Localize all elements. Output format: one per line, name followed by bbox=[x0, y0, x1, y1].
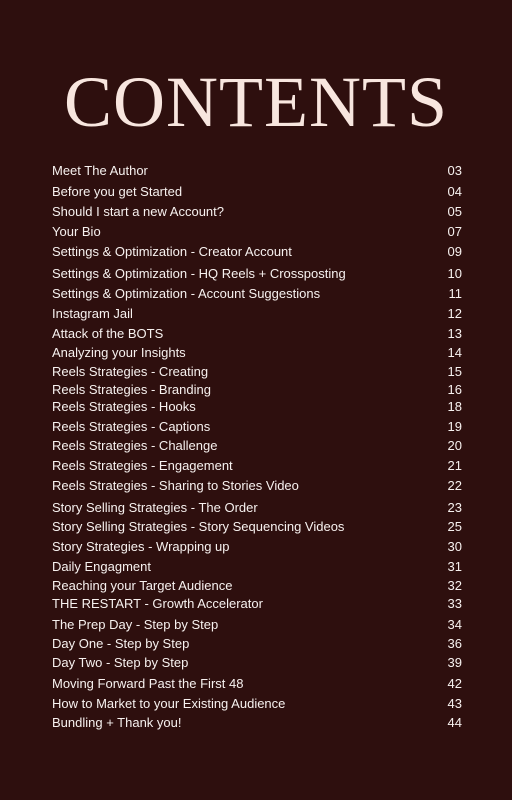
toc-entry-page-number: 16 bbox=[447, 382, 462, 397]
toc-entry-title: Reels Strategies - Hooks bbox=[52, 399, 196, 414]
toc-entry[interactable] bbox=[52, 499, 462, 517]
toc-entry-title: Story Selling Strategies - Story Sequencing Videos bbox=[52, 519, 345, 534]
toc-entry[interactable] bbox=[52, 616, 462, 634]
toc-entry-page-number: 04 bbox=[447, 184, 462, 199]
toc-entry[interactable] bbox=[52, 437, 462, 455]
toc-entry[interactable] bbox=[52, 457, 462, 475]
toc-entry[interactable] bbox=[52, 183, 462, 201]
toc-entry-title: Settings & Optimization - Account Suggestions bbox=[52, 286, 321, 301]
toc-entry[interactable] bbox=[52, 714, 462, 732]
toc-entry[interactable] bbox=[52, 518, 462, 536]
toc-entry-page-number: 19 bbox=[447, 419, 462, 434]
toc-entry-title: Reels Strategies - Captions bbox=[52, 419, 211, 434]
toc-entry-title: Reaching your Target Audience bbox=[52, 578, 233, 593]
toc-entry-page-number: 42 bbox=[447, 676, 462, 691]
toc-entry-title: Daily Engagment bbox=[52, 559, 151, 574]
toc-entry-title: How to Market to your Existing Audience bbox=[52, 696, 286, 711]
toc-entry-page-number: 20 bbox=[447, 438, 462, 453]
toc-entry-page-number: 15 bbox=[447, 364, 462, 379]
toc-entry-page-number: 22 bbox=[447, 478, 462, 493]
toc-entry-title: Analyzing your Insights bbox=[52, 345, 186, 360]
toc-entry-title: Instagram Jail bbox=[52, 306, 133, 321]
toc-entry-page-number: 09 bbox=[447, 244, 462, 259]
toc-entry[interactable] bbox=[52, 305, 462, 323]
toc-entry-title: Story Strategies - Wrapping up bbox=[52, 539, 230, 554]
toc-entry-page-number: 07 bbox=[447, 224, 462, 239]
toc-entry-page-number: 36 bbox=[447, 636, 462, 651]
toc-entry[interactable] bbox=[52, 398, 462, 416]
toc-entry-page-number: 33 bbox=[447, 596, 462, 611]
toc-entry-page-number: 44 bbox=[447, 715, 462, 730]
toc-entry-page-number: 43 bbox=[447, 696, 462, 711]
toc-entry-page-number: 14 bbox=[447, 345, 462, 360]
toc-entry[interactable] bbox=[52, 418, 462, 436]
toc-entry[interactable] bbox=[52, 558, 462, 576]
toc-entry-title: Reels Strategies - Challenge bbox=[52, 438, 218, 453]
toc-entry-page-number: 05 bbox=[447, 204, 462, 219]
toc-entry[interactable] bbox=[52, 695, 462, 713]
toc-entry-page-number: 32 bbox=[447, 578, 462, 593]
toc-entry-page-number: 18 bbox=[447, 399, 462, 414]
toc-entry-title: Day One - Step by Step bbox=[52, 636, 190, 651]
toc-entry-page-number: 31 bbox=[447, 559, 462, 574]
toc-entry-page-number: 23 bbox=[447, 500, 462, 515]
toc-entry[interactable] bbox=[52, 162, 462, 180]
toc-entry-title: THE RESTART - Growth Accelerator bbox=[52, 596, 263, 611]
toc-entry-title: Reels Strategies - Creating bbox=[52, 364, 209, 379]
toc-entry[interactable] bbox=[52, 203, 462, 221]
toc-entry-page-number: 03 bbox=[447, 163, 462, 178]
toc-entry[interactable] bbox=[52, 595, 462, 613]
toc-entry-title: Moving Forward Past the First 48 bbox=[52, 676, 244, 691]
toc-entry[interactable] bbox=[52, 285, 462, 303]
toc-entry-page-number: 13 bbox=[447, 326, 462, 341]
toc-entry-title: Settings & Optimization - Creator Account bbox=[52, 244, 292, 259]
toc-entry-page-number: 39 bbox=[447, 655, 462, 670]
toc-entry[interactable] bbox=[52, 243, 462, 261]
toc-entry[interactable] bbox=[52, 344, 462, 362]
toc-entry[interactable] bbox=[52, 477, 462, 495]
toc-entry-title: Reels Strategies - Branding bbox=[52, 382, 211, 397]
toc-entry[interactable] bbox=[52, 654, 462, 672]
toc-entry[interactable] bbox=[52, 265, 462, 283]
toc-entry[interactable] bbox=[52, 223, 462, 241]
toc-entry-title: Settings & Optimization - HQ Reels + Crossposting bbox=[52, 266, 346, 281]
toc-entry-page-number: 21 bbox=[447, 458, 462, 473]
toc-entry-title: Before you get Started bbox=[52, 184, 183, 199]
toc-entry-page-number: 25 bbox=[447, 519, 462, 534]
page-title: CONTENTS bbox=[64, 62, 448, 142]
toc-entry-title: Reels Strategies - Engagement bbox=[52, 458, 233, 473]
toc-entry-title: Story Selling Strategies - The Order bbox=[52, 500, 258, 515]
toc-entry[interactable] bbox=[52, 363, 462, 381]
toc-entry-title: Should I start a new Account? bbox=[52, 204, 224, 219]
toc-entry-page-number: 11 bbox=[448, 286, 462, 301]
toc-entry-title: Day Two - Step by Step bbox=[52, 655, 189, 670]
toc-entry-title: Reels Strategies - Sharing to Stories Video bbox=[52, 478, 299, 493]
toc-entry[interactable] bbox=[52, 538, 462, 556]
toc-entry-title: The Prep Day - Step by Step bbox=[52, 617, 219, 632]
toc-entry-page-number: 10 bbox=[447, 266, 462, 281]
toc-entry-title: Bundling + Thank you! bbox=[52, 715, 182, 730]
toc-entry-title: Attack of the BOTS bbox=[52, 326, 164, 341]
toc-entry[interactable] bbox=[52, 635, 462, 653]
toc-entry-title: Your Bio bbox=[52, 224, 101, 239]
toc-entry[interactable] bbox=[52, 675, 462, 693]
toc-entry[interactable] bbox=[52, 577, 462, 595]
toc-entry-page-number: 12 bbox=[447, 306, 462, 321]
toc-entry[interactable] bbox=[52, 381, 462, 399]
toc-entry-page-number: 34 bbox=[447, 617, 462, 632]
toc-entry-page-number: 30 bbox=[447, 539, 462, 554]
toc-entry[interactable] bbox=[52, 325, 462, 343]
toc-entry-title: Meet The Author bbox=[52, 163, 148, 178]
